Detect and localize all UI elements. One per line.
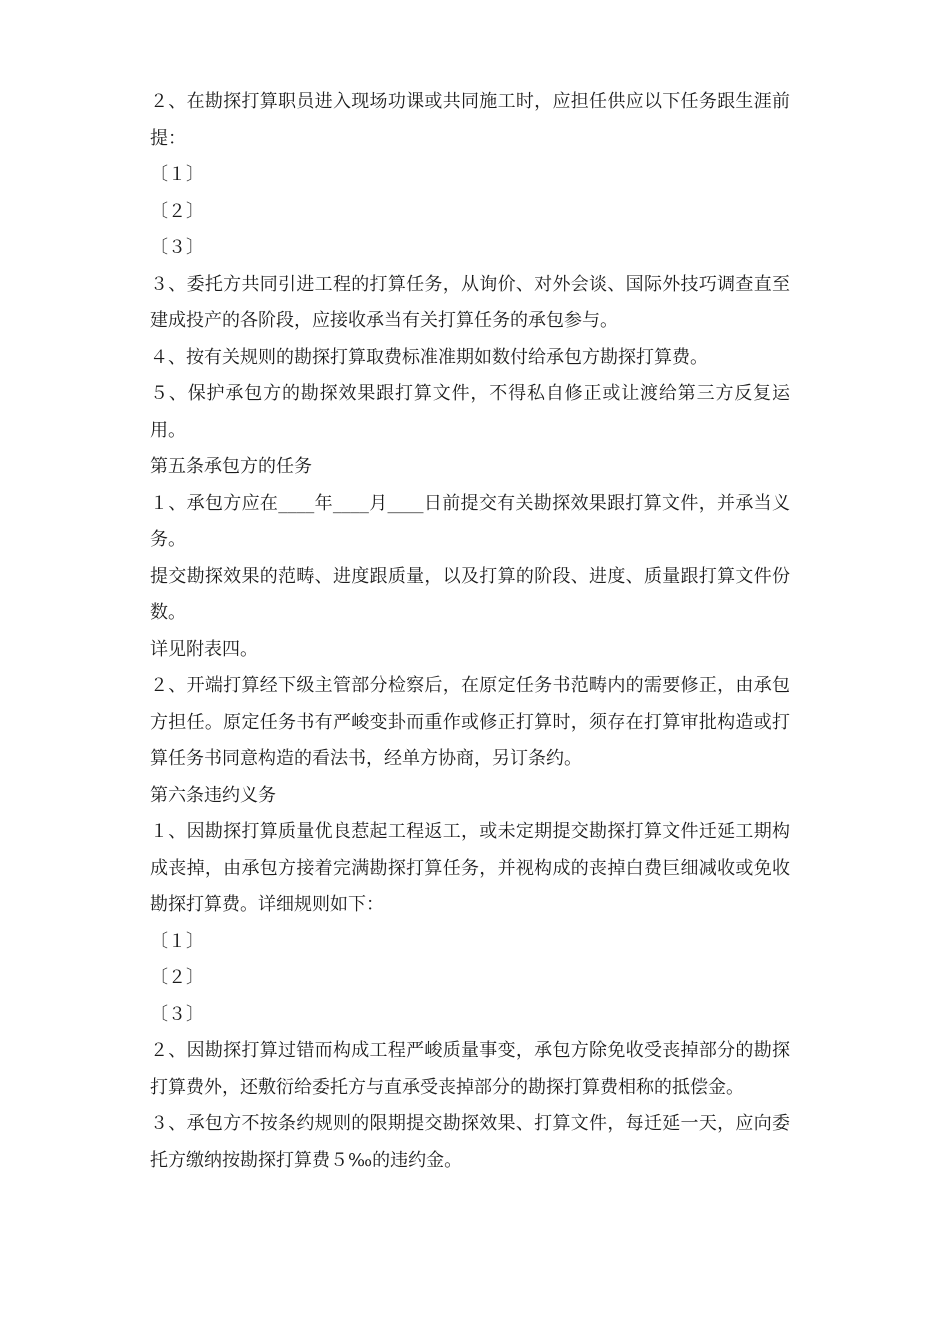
list-item: 〔１〕 — [150, 930, 204, 952]
paragraph-article6-3: ３、承包方不按条约规则的限期提交勘探效果、打算文件，每迁延一天，应向委托方缴纳按勘探打算费５‰的违约金。 — [150, 1113, 790, 1171]
list-item: 〔２〕 — [150, 967, 204, 988]
paragraph-see-appendix: 详见附表四。 — [150, 638, 258, 660]
list-item: 〔３〕 — [150, 237, 204, 258]
paragraph-article5-1: １、承包方应在____年____月____日前提交有关勘探效果跟打算文件，并承当义务。 — [150, 492, 790, 550]
list-item: 〔１〕 — [150, 164, 204, 185]
paragraph-article6-1: １、因勘探打算质量优良惹起工程返工，或未定期提交勘探打算文件迁延工期构成丧掉，由承包方接着完满勘探打算任务，并视构成的丧掉白费巨细减收或免收勘探打算费。详细规则如下： — [150, 821, 790, 915]
section-heading-article-6: 第六条违约义务 — [150, 784, 276, 806]
paragraph-2: ２、在勘探打算职员进入现场功课或共同施工时，应担任供应以下任务跟生涯前提： — [150, 91, 790, 149]
paragraph-article5-scope: 提交勘探效果的范畴、进度跟质量，以及打算的阶段、进度、质量跟打算文件份数。 — [150, 565, 790, 623]
paragraph-article5-2: ２、开端打算经下级主管部分检察后，在原定任务书范畴内的需要修正，由承包方担任。原定任务书有严峻变卦而重作或修正打算时，须存在打算审批构造或打算任务书同意构造的看法书，经单方协商，另订条约。 — [150, 675, 790, 769]
paragraph-4: ４、按有关规则的勘探打算取费标准准期如数付给承包方勘探打算费。 — [150, 346, 708, 368]
document-page — [150, 84, 790, 1179]
paragraph-article6-2: ２、因勘探打算过错而构成工程严峻质量事变，承包方除免收受丧掉部分的勘探打算费外，还敷衍给委托方与直承受丧掉部分的勘探打算费相称的抵偿金。 — [150, 1040, 790, 1098]
list-item: 〔２〕 — [150, 200, 204, 222]
paragraph-5: ５、保护承包方的勘探效果跟打算文件，不得私自修正或让渡给第三方反复运用。 — [150, 383, 790, 441]
section-heading-article-5: 第五条承包方的任务 — [150, 456, 312, 477]
paragraph-3: ３、委托方共同引进工程的打算任务，从询价、对外会谈、国际外技巧调查直至建成投产的各阶段，应接收承当有关打算任务的承包参与。 — [150, 273, 790, 331]
list-item: 〔３〕 — [150, 1003, 204, 1025]
